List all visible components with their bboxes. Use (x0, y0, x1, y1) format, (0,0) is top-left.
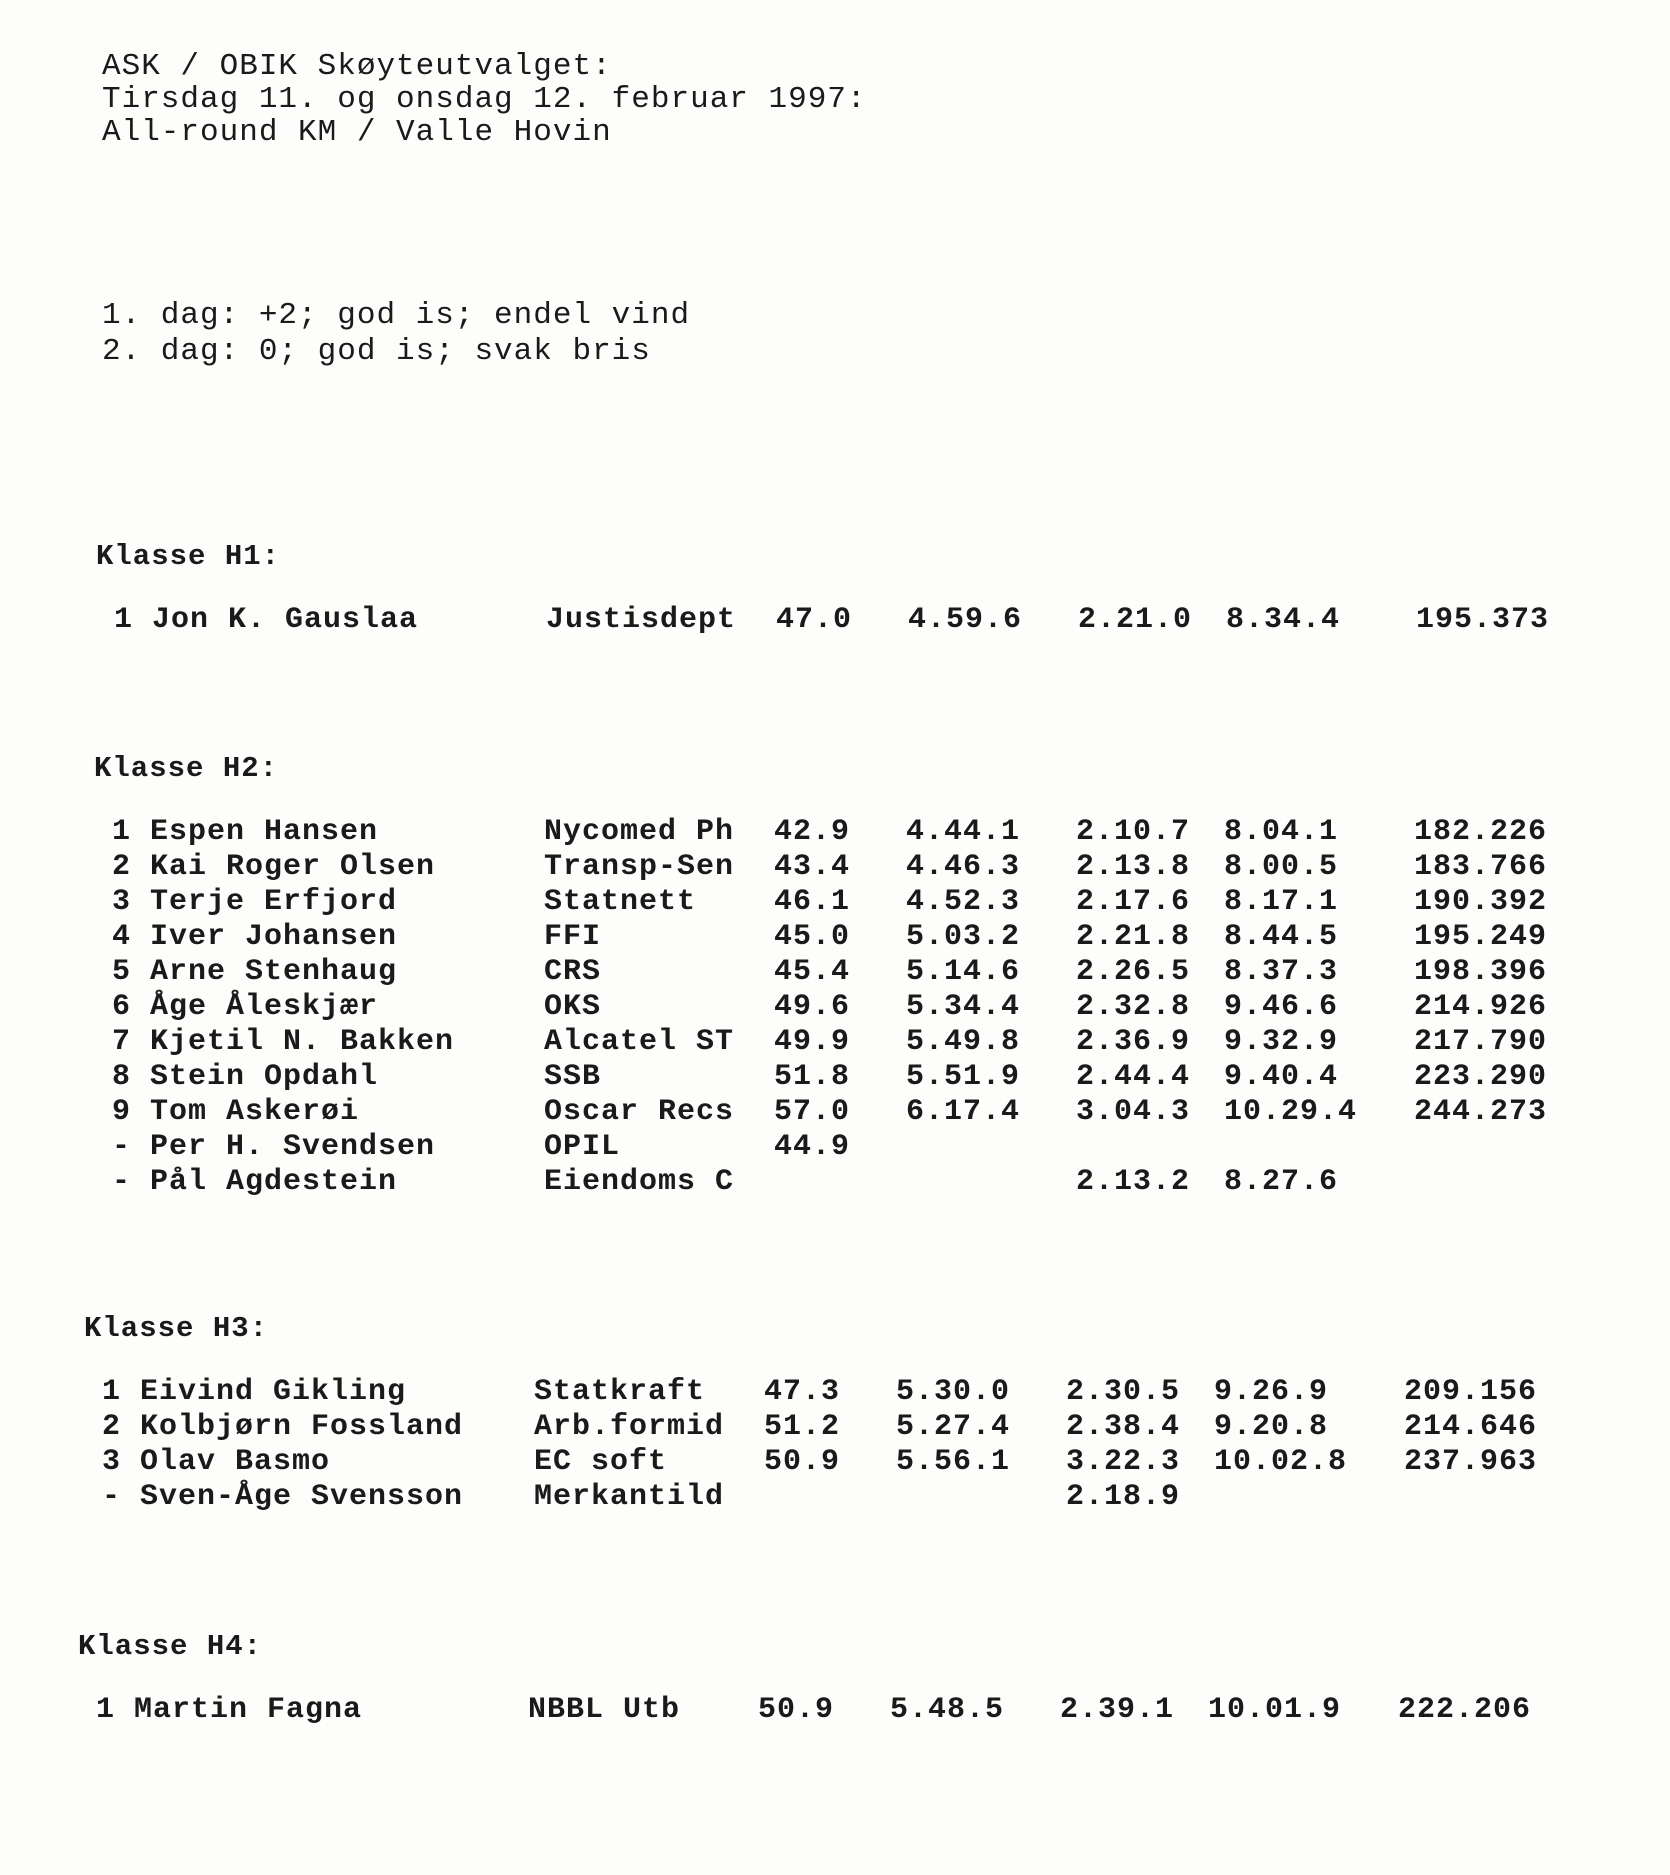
time-3000m: 2.21.8 (1076, 920, 1191, 954)
time-500m: 42.9 (774, 815, 851, 849)
club: Nycomed Ph (544, 815, 735, 849)
time-500m: 49.6 (774, 990, 851, 1024)
athlete-name: Tom Askerøi (150, 1095, 360, 1129)
result-row (94, 1130, 1654, 1165)
points: 217.790 (1414, 1025, 1548, 1059)
time-1500m: 4.59.6 (908, 603, 1023, 637)
result-row (84, 1480, 1644, 1515)
points: 244.273 (1414, 1095, 1548, 1129)
time-500m: 47.0 (776, 603, 853, 637)
class-title: Klasse H3: (84, 1312, 269, 1345)
club: OKS (544, 990, 602, 1024)
time-500m: 45.0 (774, 920, 851, 954)
time-1500m: 5.56.1 (896, 1445, 1011, 1479)
header-line-2: Tirsdag 11. og onsdag 12. februar 1997: (102, 82, 867, 117)
class-title: Klasse H4: (78, 1630, 263, 1663)
rank: 1 (112, 815, 132, 849)
time-500m: 51.2 (764, 1410, 841, 1444)
athlete-name: Sven-Åge Svensson (140, 1480, 464, 1514)
result-row (94, 990, 1654, 1025)
time-1500m: 5.27.4 (896, 1410, 1011, 1444)
points: 237.963 (1404, 1445, 1538, 1479)
result-row (94, 850, 1654, 885)
rank: - (112, 1165, 132, 1199)
header-line-3: All-round KM / Valle Hovin (102, 115, 612, 150)
athlete-name: Arne Stenhaug (150, 955, 398, 989)
time-3000m: 2.30.5 (1066, 1375, 1181, 1409)
time-3000m: 2.38.4 (1066, 1410, 1181, 1444)
time-3000m: 2.13.2 (1076, 1165, 1191, 1199)
result-row (84, 1410, 1644, 1445)
athlete-name: Kolbjørn Fossland (140, 1410, 464, 1444)
athlete-name: Jon K. Gauslaa (152, 603, 419, 637)
club: NBBL Utb (528, 1693, 681, 1727)
rank: 4 (112, 920, 132, 954)
time-500m: 51.8 (774, 1060, 851, 1094)
rank: 7 (112, 1025, 132, 1059)
club: Justisdept (546, 603, 737, 637)
time-10000m: 8.00.5 (1224, 850, 1339, 884)
rank: 1 (102, 1375, 122, 1409)
time-10000m: 10.29.4 (1224, 1095, 1358, 1129)
rank: 3 (112, 885, 132, 919)
rank: 8 (112, 1060, 132, 1094)
result-row (94, 885, 1654, 920)
result-row (94, 815, 1654, 850)
time-1500m: 5.14.6 (906, 955, 1021, 989)
time-500m: 57.0 (774, 1095, 851, 1129)
athlete-name: Kjetil N. Bakken (150, 1025, 455, 1059)
time-500m: 49.9 (774, 1025, 851, 1059)
athlete-name: Åge Åleskjær (150, 990, 379, 1024)
time-3000m: 2.26.5 (1076, 955, 1191, 989)
points: 214.646 (1404, 1410, 1538, 1444)
result-row (94, 1060, 1654, 1095)
athlete-name: Martin Fagna (134, 1693, 363, 1727)
class-block (94, 752, 1654, 1200)
class-title: Klasse H1: (96, 540, 281, 573)
class-block (78, 1630, 1638, 1728)
points: 182.226 (1414, 815, 1548, 849)
points: 222.206 (1398, 1693, 1532, 1727)
time-500m: 47.3 (764, 1375, 841, 1409)
time-1500m: 5.51.9 (906, 1060, 1021, 1094)
time-3000m: 2.21.0 (1078, 603, 1193, 637)
time-10000m: 8.17.1 (1224, 885, 1339, 919)
time-10000m: 8.27.6 (1224, 1165, 1339, 1199)
time-10000m: 8.37.3 (1224, 955, 1339, 989)
points: 209.156 (1404, 1375, 1538, 1409)
time-10000m: 9.46.6 (1224, 990, 1339, 1024)
club: CRS (544, 955, 602, 989)
time-3000m: 2.44.4 (1076, 1060, 1191, 1094)
points: 190.392 (1414, 885, 1548, 919)
club: Transp-Sen (544, 850, 735, 884)
points: 195.373 (1416, 603, 1550, 637)
time-10000m: 9.40.4 (1224, 1060, 1339, 1094)
athlete-name: Per H. Svendsen (150, 1130, 436, 1164)
time-3000m: 3.04.3 (1076, 1095, 1191, 1129)
result-row (84, 1375, 1644, 1410)
time-500m: 43.4 (774, 850, 851, 884)
time-500m: 44.9 (774, 1130, 851, 1164)
time-1500m: 4.46.3 (906, 850, 1021, 884)
points: 198.396 (1414, 955, 1548, 989)
time-3000m: 2.10.7 (1076, 815, 1191, 849)
time-500m: 46.1 (774, 885, 851, 919)
time-10000m: 9.20.8 (1214, 1410, 1329, 1444)
club: OPIL (544, 1130, 621, 1164)
header-line-1: ASK / OBIK Skøyteutvalget: (102, 49, 612, 84)
athlete-name: Olav Basmo (140, 1445, 331, 1479)
club: FFI (544, 920, 602, 954)
points: 183.766 (1414, 850, 1548, 884)
athlete-name: Stein Opdahl (150, 1060, 379, 1094)
club: Arb.formid (534, 1410, 725, 1444)
weather-notes (102, 298, 690, 370)
result-row (94, 1025, 1654, 1060)
athlete-name: Kai Roger Olsen (150, 850, 436, 884)
rank: 1 (114, 603, 134, 637)
club: Statnett (544, 885, 697, 919)
time-10000m: 9.26.9 (1214, 1375, 1329, 1409)
rank: 1 (96, 1693, 116, 1727)
time-3000m: 2.36.9 (1076, 1025, 1191, 1059)
time-500m: 45.4 (774, 955, 851, 989)
weather-day-1: 1. dag: +2; god is; endel vind (102, 298, 691, 333)
time-10000m: 8.34.4 (1226, 603, 1341, 637)
rank: 2 (112, 850, 132, 884)
result-row (94, 1095, 1654, 1130)
athlete-name: Espen Hansen (150, 815, 379, 849)
time-3000m: 2.32.8 (1076, 990, 1191, 1024)
time-1500m: 5.48.5 (890, 1693, 1005, 1727)
points: 214.926 (1414, 990, 1548, 1024)
time-10000m: 8.44.5 (1224, 920, 1339, 954)
time-10000m: 10.01.9 (1208, 1693, 1342, 1727)
points: 223.290 (1414, 1060, 1548, 1094)
rank: 6 (112, 990, 132, 1024)
time-1500m: 5.49.8 (906, 1025, 1021, 1059)
athlete-name: Eivind Gikling (140, 1375, 407, 1409)
rank: - (102, 1480, 122, 1514)
time-10000m: 10.02.8 (1214, 1445, 1348, 1479)
time-1500m: 4.44.1 (906, 815, 1021, 849)
result-row (78, 1693, 1638, 1728)
result-row (94, 920, 1654, 955)
rank: 2 (102, 1410, 122, 1444)
time-3000m: 2.13.8 (1076, 850, 1191, 884)
rank: 3 (102, 1445, 122, 1479)
class-block (84, 1312, 1644, 1515)
time-3000m: 3.22.3 (1066, 1445, 1181, 1479)
club: Merkantild (534, 1480, 725, 1514)
club: SSB (544, 1060, 602, 1094)
club: Oscar Recs (544, 1095, 735, 1129)
time-3000m: 2.18.9 (1066, 1480, 1181, 1514)
time-1500m: 5.34.4 (906, 990, 1021, 1024)
weather-day-2: 2. dag: 0; god is; svak bris (102, 334, 651, 369)
result-row (94, 1165, 1654, 1200)
club: Statkraft (534, 1375, 706, 1409)
class-block (96, 540, 1656, 638)
time-3000m: 2.39.1 (1060, 1693, 1175, 1727)
rank: 5 (112, 955, 132, 989)
time-3000m: 2.17.6 (1076, 885, 1191, 919)
athlete-name: Terje Erfjord (150, 885, 398, 919)
points: 195.249 (1414, 920, 1548, 954)
time-500m: 50.9 (764, 1445, 841, 1479)
time-1500m: 5.03.2 (906, 920, 1021, 954)
athlete-name: Iver Johansen (150, 920, 398, 954)
rank: 9 (112, 1095, 132, 1129)
club: Eiendoms C (544, 1165, 735, 1199)
time-500m: 50.9 (758, 1693, 835, 1727)
club: Alcatel ST (544, 1025, 735, 1059)
time-1500m: 6.17.4 (906, 1095, 1021, 1129)
document-header (102, 50, 867, 149)
result-row (94, 955, 1654, 990)
time-1500m: 4.52.3 (906, 885, 1021, 919)
time-10000m: 8.04.1 (1224, 815, 1339, 849)
rank: - (112, 1130, 132, 1164)
result-row (96, 603, 1656, 638)
class-title: Klasse H2: (94, 752, 279, 785)
time-1500m: 5.30.0 (896, 1375, 1011, 1409)
time-10000m: 9.32.9 (1224, 1025, 1339, 1059)
result-row (84, 1445, 1644, 1480)
club: EC soft (534, 1445, 668, 1479)
athlete-name: Pål Agdestein (150, 1165, 398, 1199)
